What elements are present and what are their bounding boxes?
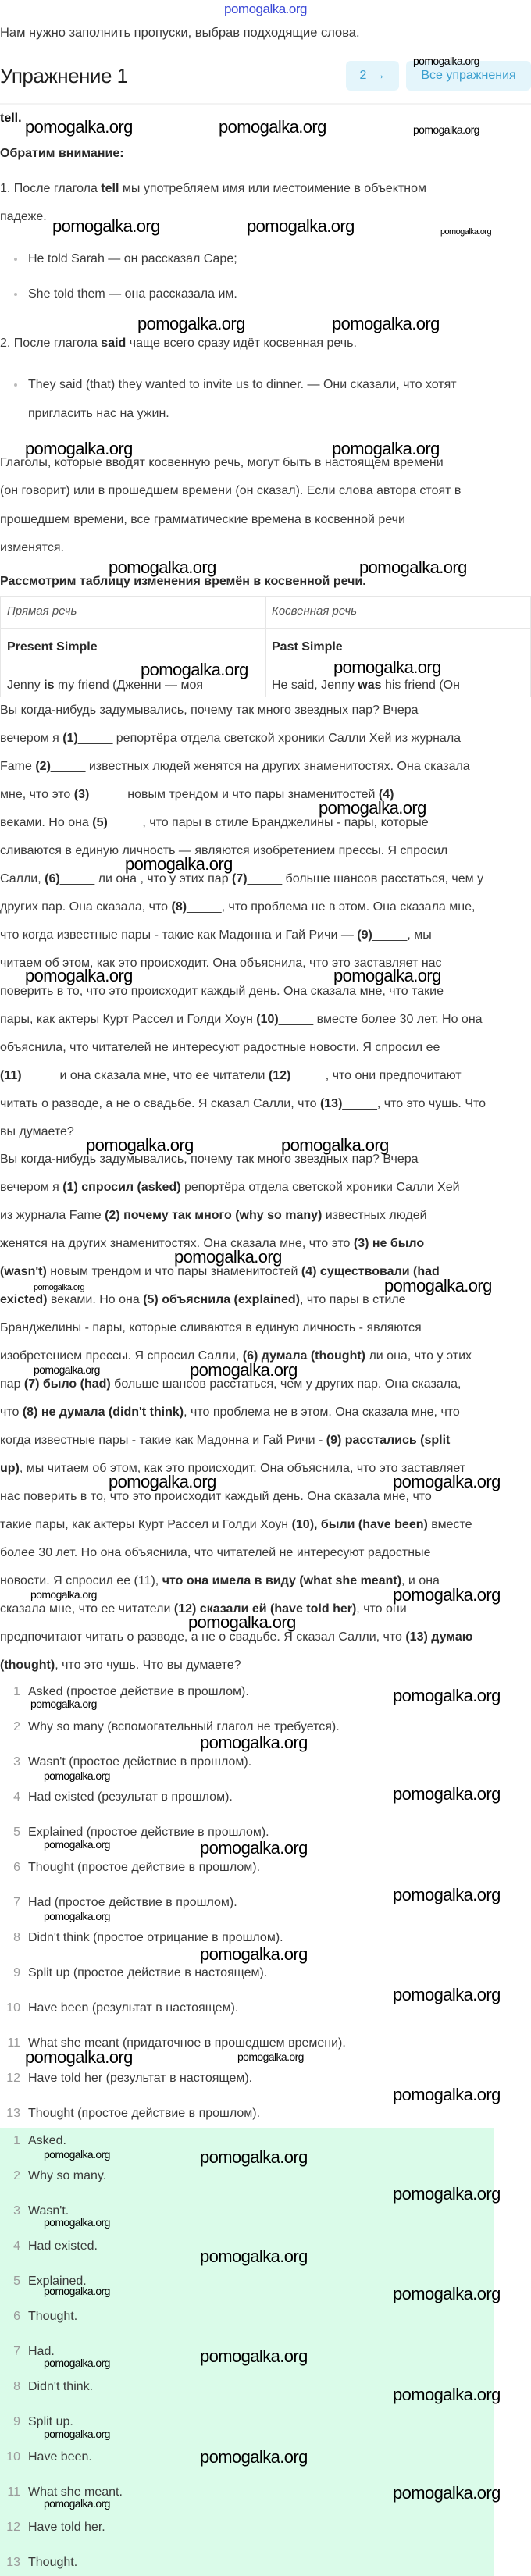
text-segment: He said, Jenny <box>272 679 358 692</box>
list-item-text: Wasn't. <box>28 2204 69 2218</box>
text-segment: объяснила, что читателей не интересуют радостные новости. Я спросил ее <box>0 1041 440 1054</box>
text-line <box>0 1096 486 1113</box>
list-item-number: 7 <box>13 1896 20 1909</box>
list-item-text: Explained. <box>28 2275 87 2288</box>
watermark: pomogalka.org <box>247 216 355 236</box>
watermark: pomogalka.org <box>393 2483 501 2503</box>
text-segment: сказала мне, что ее читатели <box>0 1602 174 1616</box>
list-item-number: 4 <box>13 2239 20 2253</box>
bold-text: (2) <box>35 760 51 773</box>
task-instruction: Нам нужно заполнить пропуски, выбрав подходящие слова. <box>0 26 360 40</box>
watermark: pomogalka.org <box>44 1838 110 1851</box>
text-line <box>0 335 357 352</box>
text-segment: мне, что это <box>0 788 74 801</box>
site-watermark-logo: pomogalka.org <box>224 2 307 16</box>
text-segment: женятся на других знаменитостях. Она сказала мне, что это <box>0 1237 354 1250</box>
bold-text: (5) объяснила (explained) <box>143 1293 300 1306</box>
text-segment: my friend (Дженни — моя <box>54 679 203 692</box>
list-item-number: 2 <box>13 2169 20 2182</box>
bold-text: (3) не было <box>353 1237 425 1250</box>
text-segment: из журнала Fame <box>0 1209 105 1222</box>
text-line <box>0 454 444 472</box>
text-segment: Вы когда-нибудь задумывались, почему так много звездных пар? Вчера <box>0 1153 419 1166</box>
watermark: pomogalka.org <box>237 2050 304 2063</box>
watermark: pomogalka.org <box>319 798 426 818</box>
bold-text: was <box>358 679 382 692</box>
text-segment: Бранджелины - пары, которые сливаются в единую личность - являются <box>0 1321 422 1334</box>
watermark: pomogalka.org <box>393 1784 501 1804</box>
text-segment: такие пары, как актеры Курт Рассел и Голди Хоун <box>0 1518 292 1531</box>
bold-text: (7) <box>232 872 248 885</box>
watermark: pomogalka.org <box>393 2385 501 2404</box>
text-line <box>0 1545 431 1562</box>
arrow-right-icon: → <box>372 69 386 82</box>
text-line <box>0 1124 74 1141</box>
text-segment: , мы читаем об этом, как это происходит. Она объяснила, что это заставляет <box>19 1462 466 1475</box>
text-segment: , что проблема не в этом. Она сказала мне, что <box>184 1406 460 1419</box>
watermark: pomogalka.org <box>34 1283 84 1292</box>
text-line <box>272 677 460 694</box>
text-segment: _____ вместе более 30 лет. Но она <box>278 1013 483 1026</box>
text-segment: сливаются в единую личность — являются изобретением прессы. Я спросил <box>0 844 448 857</box>
text-segment: чаще всего сразу идёт косвенная речь. <box>126 337 357 350</box>
bold-text: (13) думаю <box>405 1630 473 1644</box>
watermark: pomogalka.org <box>44 2497 110 2510</box>
watermark: pomogalka.org <box>332 314 440 333</box>
watermark: pomogalka.org <box>25 966 133 985</box>
text-line <box>0 1011 483 1028</box>
text-line <box>0 1488 432 1505</box>
text-line <box>0 1067 462 1085</box>
text-line <box>0 1348 472 1365</box>
table-intro: Рассмотрим таблицу изменения времён в косвенной речи. <box>0 575 366 588</box>
bold-text: tell <box>101 182 119 195</box>
list-item-number: 13 <box>6 2556 20 2569</box>
text-line <box>0 1460 465 1477</box>
watermark: pomogalka.org <box>44 1769 110 1782</box>
text-segment: вместе <box>427 1518 472 1531</box>
watermark: pomogalka.org <box>393 2085 501 2104</box>
text-line <box>0 871 483 888</box>
list-item-text: Have told her. <box>28 2521 105 2534</box>
bold-text: (6) думала (thought) <box>242 1349 365 1363</box>
text-segment: _____ ли она , что у этих пар <box>59 872 233 885</box>
list-item-number: 8 <box>13 1931 20 1944</box>
watermark: pomogalka.org <box>413 55 479 67</box>
list-item-text: Have been (результат в настоящем). <box>28 2001 239 2015</box>
bold-text: (8) не думала (didn't think) <box>22 1406 184 1419</box>
table-row-divider <box>1 628 531 629</box>
bold-text: (1) <box>62 732 78 745</box>
text-line <box>0 983 444 1000</box>
list-item-text: Wasn't (простое действие в прошлом). <box>28 1755 252 1769</box>
watermark: pomogalka.org <box>393 1472 501 1491</box>
page-title: Упражнение 1 <box>0 64 128 87</box>
next-exercise-label: 2 <box>359 69 367 82</box>
text-segment: _____, что это чушь. Что <box>342 1097 486 1110</box>
bold-text: (4) <box>378 788 394 801</box>
list-item-number: 6 <box>13 2310 20 2323</box>
bold-text: (4) существовали (had <box>301 1265 440 1278</box>
text-line <box>0 955 442 972</box>
text-line <box>0 843 447 860</box>
note-title: Обратим внимание: <box>0 147 124 160</box>
bullet-icon <box>14 258 17 261</box>
text-segment: читать о разводе, а не о свадьбе. Я сказал Салли, что <box>0 1097 320 1110</box>
watermark: pomogalka.org <box>44 2148 110 2161</box>
watermark: pomogalka.org <box>25 2047 133 2067</box>
watermark: pomogalka.org <box>200 1733 308 1752</box>
text-segment: , и она <box>401 1574 440 1587</box>
text-line <box>0 1263 440 1281</box>
list-item-number: 2 <box>13 1720 20 1733</box>
text-line <box>0 1207 427 1224</box>
watermark: pomogalka.org <box>44 2357 110 2369</box>
text-line <box>0 208 47 226</box>
text-line <box>7 677 203 694</box>
watermark: pomogalka.org <box>44 1910 110 1922</box>
text-segment: нас поверить в то, что это происходит каждый день. Она сказала мне, что <box>0 1490 432 1503</box>
bold-text: (13) <box>319 1097 343 1110</box>
watermark: pomogalka.org <box>393 1885 501 1904</box>
text-segment: мы употребляем имя или местоимение в объектном <box>119 182 426 195</box>
list-item-text: Thought (простое действие в прошлом). <box>28 1861 261 1874</box>
watermark: pomogalka.org <box>359 558 467 577</box>
text-segment: новым трендом и что пары знаменитостей <box>46 1265 301 1278</box>
text-line <box>0 758 470 775</box>
bullet-icon <box>14 293 17 296</box>
list-item-number: 8 <box>13 2380 20 2393</box>
table-header-indirect: Косвенная речь <box>272 604 358 618</box>
text-segment: his friend (Он <box>381 679 460 692</box>
text-segment: _____ больше шансов расстаться, чем у <box>247 872 484 885</box>
list-item-text: Didn't think (простое отрицание в прошлом). <box>28 1931 283 1944</box>
text-line <box>0 814 429 832</box>
bold-text: (10), были (have been) <box>291 1518 428 1531</box>
text-segment: _____, что проблема не в этом. Она сказала мне, <box>187 900 476 914</box>
list-item-number: 10 <box>6 2450 20 2464</box>
watermark: pomogalka.org <box>393 1585 501 1605</box>
text-line <box>0 1404 460 1421</box>
watermark: pomogalka.org <box>25 117 133 137</box>
text-line <box>0 1320 422 1337</box>
bold-text: (2) почему так много (why so many) <box>105 1209 323 1222</box>
text-segment: вечером я <box>0 732 63 745</box>
list-item-text: Why so many. <box>28 2169 107 2182</box>
text-segment: веками. Но она <box>0 816 93 829</box>
list-item-number: 5 <box>13 2275 20 2288</box>
text-line <box>0 1292 406 1309</box>
text-line <box>0 180 426 198</box>
bold-text: что она имела в виду (what she meant) <box>162 1574 402 1587</box>
text-line <box>0 1151 419 1168</box>
list-item-number: 1 <box>13 1685 20 1698</box>
text-line <box>0 1601 407 1618</box>
answers-panel <box>0 2128 494 2576</box>
watermark: pomogalka.org <box>393 1686 501 1705</box>
list-item-text: Split up (простое действие в настоящем). <box>28 1966 268 1979</box>
text-line <box>0 1629 472 1646</box>
bold-text: (6) <box>45 872 60 885</box>
list-item-text: What she meant. <box>28 2485 123 2499</box>
list-item-number: 11 <box>7 2036 20 2050</box>
watermark: pomogalka.org <box>413 123 479 136</box>
text-segment: Fame <box>0 760 36 773</box>
list-item-text: Why so many (вспомогательный глагол не требуется). <box>28 1720 340 1733</box>
text-segment: , что это чушь. Что вы думаете? <box>55 1659 241 1672</box>
text-segment: _____, что пары в стиле Бранджелины - пары, которые <box>107 816 429 829</box>
list-item-number: 5 <box>13 1826 20 1839</box>
watermark: pomogalka.org <box>188 1612 296 1632</box>
watermark: pomogalka.org <box>30 1588 97 1601</box>
text-segment: больше шансов расстаться, чем у других пар. Она сказала, <box>110 1377 462 1391</box>
watermark: pomogalka.org <box>200 2447 308 2467</box>
text-segment: пригласить нас на ужин. <box>28 407 169 420</box>
watermark: pomogalka.org <box>200 2246 308 2266</box>
text-segment: веками. Но она <box>47 1293 144 1306</box>
watermark: pomogalka.org <box>200 1944 308 1964</box>
watermark: pomogalka.org <box>200 1838 308 1858</box>
bold-text: exicted) <box>0 1293 48 1306</box>
watermark: pomogalka.org <box>125 854 233 874</box>
text-segment: что <box>0 1406 23 1419</box>
table-header-direct: Прямая речь <box>7 604 77 618</box>
text-line <box>0 1516 472 1534</box>
bold-text: (12) сказали ей (have told her) <box>173 1602 357 1616</box>
list-item-number: 3 <box>13 2204 20 2218</box>
watermark: pomogalka.org <box>141 660 248 679</box>
text-line <box>0 899 475 916</box>
text-segment: поверить в то, что это происходит каждый день. Она сказала мне, что такие <box>0 985 444 998</box>
text-segment: _____ известных людей женятся на других знаменитостях. Она сказала <box>50 760 470 773</box>
text-line <box>0 1657 241 1674</box>
watermark: pomogalka.org <box>44 2285 110 2297</box>
text-segment: изменятся. <box>0 540 64 554</box>
bold-text: (8) <box>171 900 187 914</box>
text-segment: предпочитают читать о разводе, а не о свадьбе. Я сказал Салли, что <box>0 1630 406 1644</box>
all-exercises-label: Все упражнения <box>421 69 516 82</box>
text-segment: известных людей <box>322 1209 427 1222</box>
list-item-number: 7 <box>13 2345 20 2358</box>
text-segment: Вы когда-нибудь задумывались, почему так много звездных пар? Вчера <box>0 704 419 717</box>
watermark: pomogalka.org <box>393 1985 501 2004</box>
text-segment: новости. Я спросил ее (11), <box>0 1574 162 1587</box>
text-segment: _____ и она сказала мне, что ее читатели <box>21 1069 269 1082</box>
list-item-number: 3 <box>13 1755 20 1769</box>
text-segment: , что пары в стиле <box>300 1293 406 1306</box>
all-exercises-button[interactable] <box>406 61 531 91</box>
watermark: pomogalka.org <box>332 439 440 458</box>
watermark: pomogalka.org <box>52 216 160 236</box>
list-item-number: 13 <box>6 2107 20 2120</box>
text-line <box>0 730 461 747</box>
text-segment: пар <box>0 1377 24 1391</box>
rule-1-example: She told them — она рассказала им. <box>28 287 237 301</box>
text-segment: _____, мы <box>372 928 432 942</box>
watermark: pomogalka.org <box>109 558 216 577</box>
list-item-number: 6 <box>13 1861 20 1874</box>
list-item-number: 12 <box>6 2072 20 2085</box>
watermark: pomogalka.org <box>25 439 133 458</box>
header-divider <box>0 103 531 105</box>
text-segment: более 30 лет. Но она объяснила, что читателей не интересуют радостные <box>0 1546 431 1559</box>
text-segment: Jenny <box>7 679 45 692</box>
watermark: pomogalka.org <box>44 2216 110 2229</box>
list-item-text: Thought. <box>28 2310 78 2323</box>
watermark: pomogalka.org <box>333 657 441 677</box>
watermark: pomogalka.org <box>30 1698 97 1710</box>
text-segment: _____ <box>394 788 429 801</box>
text-line <box>0 927 432 944</box>
bold-text: (5) <box>92 816 108 829</box>
bold-text: is <box>44 679 55 692</box>
table-direct-tense: Present Simple <box>7 640 98 654</box>
text-segment: пары, как актеры Курт Рассел и Голди Хоун <box>0 1013 257 1026</box>
watermark: pomogalka.org <box>281 1135 389 1155</box>
bold-text: (3) <box>73 788 90 801</box>
watermark: pomogalka.org <box>440 227 491 237</box>
text-segment: _____ репортёра отдела светской хроники Салли Хей из журнала <box>77 732 462 745</box>
list-item-number: 12 <box>6 2521 20 2534</box>
text-segment: когда известные пары - такие как Мадонна и Гай Ричи - <box>0 1434 326 1447</box>
text-line <box>0 1179 460 1196</box>
list-item-text: Had existed. <box>28 2239 98 2253</box>
list-item-text: Had existed (результат в прошлом). <box>28 1790 233 1804</box>
watermark: pomogalka.org <box>137 314 245 333</box>
watermark: pomogalka.org <box>393 2284 501 2303</box>
text-line <box>0 511 405 529</box>
rule-1-example: He told Sarah — он рассказал Саре; <box>28 252 237 265</box>
bold-text: (9) <box>357 928 372 942</box>
text-line <box>0 483 461 500</box>
text-line <box>0 1039 440 1056</box>
text-line <box>0 1376 461 1393</box>
watermark: pomogalka.org <box>200 2346 308 2366</box>
list-item-number: 11 <box>7 2485 20 2499</box>
list-item-text: Didn't think. <box>28 2380 94 2393</box>
bold-text: up) <box>0 1462 20 1475</box>
list-item-text: Explained (простое действие в прошлом). <box>28 1826 269 1839</box>
text-segment: Салли, <box>0 872 45 885</box>
watermark: pomogalka.org <box>109 1472 216 1491</box>
list-item-number: 4 <box>13 1790 20 1804</box>
bold-text: (7) было (had) <box>23 1377 111 1391</box>
text-segment: изобретением прессы. Я спросил Салли, <box>0 1349 243 1363</box>
text-segment: вечером я <box>0 1181 63 1194</box>
text-line <box>28 376 457 394</box>
text-line <box>0 1235 424 1252</box>
list-item-text: Asked. <box>28 2134 66 2147</box>
list-item-text: Thought. <box>28 2556 78 2569</box>
list-item-text: Have told her (результат в настоящем). <box>28 2072 253 2085</box>
list-item-text: Had. <box>28 2345 55 2358</box>
text-segment: репортёра отдела светской хроники Салли Хей <box>180 1181 460 1194</box>
watermark: pomogalka.org <box>200 2147 308 2167</box>
text-segment: 2. После глагола <box>0 337 102 350</box>
text-segment: _____, что они предпочитают <box>290 1069 462 1082</box>
text-segment: ли она, что у этих <box>365 1349 472 1363</box>
text-segment: что когда известные пары - такие как Мадонна и Гай Ричи — <box>0 928 358 942</box>
bold-text: said <box>101 337 127 350</box>
text-segment: _____ новым трендом и что пары знаменитостей <box>89 788 379 801</box>
text-segment: других пар. Она сказала, что <box>0 900 172 914</box>
bold-text: (9) расстались (split <box>326 1434 451 1447</box>
list-item-text: Thought (простое действие в прошлом). <box>28 2107 261 2120</box>
table-indirect-tense: Past Simple <box>272 640 343 654</box>
bold-text: (wasn't) <box>0 1265 47 1278</box>
text-segment: 1. После глагола <box>0 182 102 195</box>
text-segment: , что они <box>356 1602 407 1616</box>
text-line <box>0 786 429 803</box>
theory-tell: tell. <box>0 112 22 125</box>
text-segment: Глаголы, которые вводят косвенную речь, могут быть в настоящем времени <box>0 456 444 469</box>
text-segment: читаем об этом, как это происходит. Она объяснила, что это заставляет нас <box>0 957 442 970</box>
watermark: pomogalka.org <box>219 117 326 137</box>
bold-text: (1) спросил (asked) <box>62 1181 181 1194</box>
watermark: pomogalka.org <box>44 2428 110 2440</box>
list-item-text: Asked (простое действие в прошлом). <box>28 1685 249 1698</box>
watermark: pomogalka.org <box>384 1276 492 1295</box>
bold-text: (12) <box>268 1069 291 1082</box>
text-segment: (он говорит) или в прошедшем времени (он сказал). Если слова автора стоят в <box>0 484 462 498</box>
list-item-text: Have been. <box>28 2450 92 2464</box>
text-segment: They said (that) they wanted to invite us to dinner. — Они сказали, что хотят <box>28 378 457 391</box>
list-item-text: Had (простое действие в прошлом). <box>28 1896 237 1909</box>
text-line <box>28 405 169 422</box>
text-segment: вы думаете? <box>0 1125 74 1138</box>
list-item-number: 10 <box>6 2001 20 2015</box>
text-line <box>0 702 419 719</box>
next-exercise-button[interactable] <box>346 61 399 91</box>
list-item-text: Split up. <box>28 2415 73 2428</box>
list-item-text: What she meant (придаточное в прошедшем времени). <box>28 2036 346 2050</box>
bold-text: (10) <box>256 1013 279 1026</box>
watermark: pomogalka.org <box>190 1360 298 1380</box>
watermark: pomogalka.org <box>333 966 441 985</box>
bold-text: (11) <box>0 1069 22 1082</box>
bold-text: (thought) <box>0 1659 55 1672</box>
list-item-number: 9 <box>13 2415 20 2428</box>
watermark: pomogalka.org <box>34 1363 100 1376</box>
text-segment: прошедшем времени, все грамматические времена в косвенной речи <box>0 512 405 526</box>
text-segment: падеже. <box>0 210 47 223</box>
tense-table <box>0 596 531 697</box>
text-line <box>0 1432 450 1449</box>
text-line <box>0 1573 440 1590</box>
bullet-icon <box>14 383 17 387</box>
text-line <box>0 540 64 557</box>
watermark: pomogalka.org <box>174 1247 282 1267</box>
watermark: pomogalka.org <box>393 2184 501 2204</box>
list-item-number: 1 <box>13 2134 20 2147</box>
list-item-number: 9 <box>13 1966 20 1979</box>
watermark: pomogalka.org <box>86 1135 194 1155</box>
